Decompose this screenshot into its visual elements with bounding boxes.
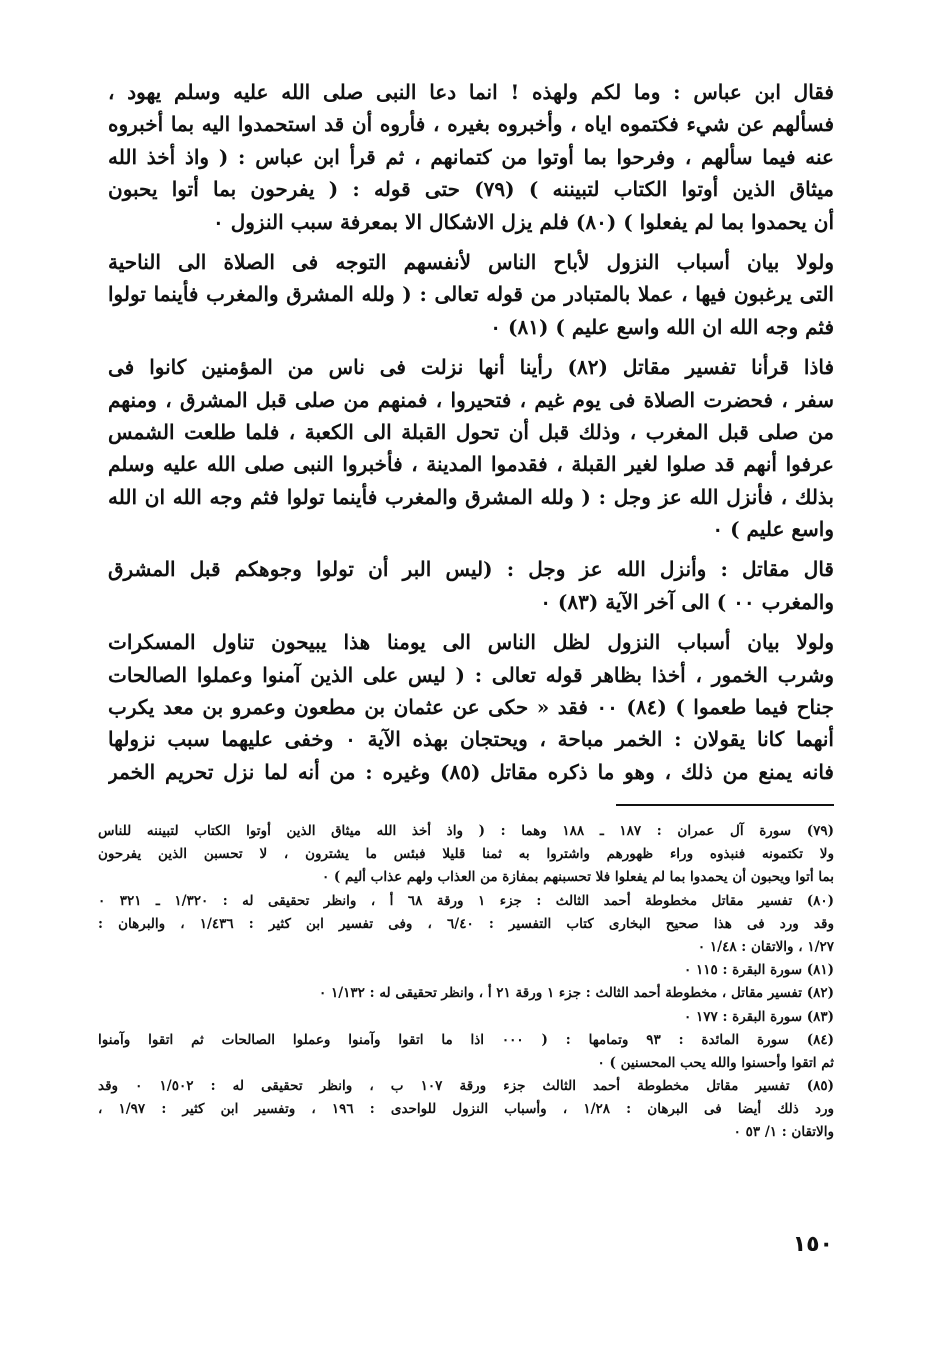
text-line: فثم وجه الله ان الله واسع عليم ) (٨١) ٠ — [490, 314, 834, 339]
footnote-79 — [98, 820, 834, 890]
text-line: ولولا بيان أسباب النزول لظل الناس الى يومنا هذا يبيحون تناول المسكرات — [108, 630, 834, 655]
footnote-line: (٨٠) تفسير مقاتل مخطوطة أحمد الثالث : جزء ١ ورقة ٦٨ أ ، وانظر تحقيقى له : ١/٣٢٠ ـ ٣٢١ ٠ — [98, 892, 834, 909]
footnote-83 — [98, 1006, 834, 1029]
footnote-82 — [98, 982, 834, 1005]
footnote-line: (٨٢) تفسير مقاتل ، مخطوطة أحمد الثالث : جزء ١ ورقة ٢١ أ ، وانظر تحقيقى له : ١/١٣٢ ٠ — [319, 985, 834, 1002]
text-line: فانه يمنع من ذلك ، وهو ما ذكره مقاتل (٨٥) وغيره : من أنه لما نزل تحريم الخمر — [108, 759, 834, 784]
footnote-80 — [98, 890, 834, 960]
text-line: ولولا بيان أسباب النزول لأباح الناس لأنفسهم التوجه فى الصلاة الى الناحية — [108, 249, 834, 274]
footnote-81 — [98, 959, 834, 982]
text-line: وشرب الخمور ، أخذا بظاهر قوله تعالى : ( ليس على الذين آمنوا وعملوا الصالحات — [108, 662, 834, 687]
paragraph-5 — [108, 626, 834, 788]
footnote-line: ثم اتقوا وأحسنوا والله يحب المحسنين ) ٠ — [597, 1054, 834, 1071]
footnote-line: ١/٢٧ ، والاتقان : ١/٤٨ ٠ — [697, 938, 834, 955]
paragraph-2 — [108, 246, 834, 343]
footnote-85 — [98, 1075, 834, 1145]
text-line: أن يحمدوا بما لم يفعلوا ) (٨٠) فلم يزل الاشكال الا بمعرفة سبب النزول ٠ — [213, 209, 834, 234]
footnote-line: بما أتوا ويحبون أن يحمدوا بما لم يفعلوا فلا تحسبنهم بمفازة من العذاب ولهم عذاب أليم ) ٠ — [321, 869, 834, 886]
footnote-line: (٨١) سورة البقرة : ١١٥ ٠ — [684, 962, 834, 979]
main-text — [108, 76, 834, 796]
paragraph-1 — [108, 76, 834, 238]
text-line: أنهما كانا يقولان : الخمر مباحة ، ويحتجان بهذه الآية ٠ وخفى عليهما سبب نزولها — [108, 727, 834, 752]
footnote-line: (٨٣) سورة البقرة : ١٧٧ ٠ — [684, 1008, 834, 1025]
page-number: ١٥٠ — [792, 1232, 833, 1257]
text-line: فاذا قرأنا تفسير مقاتل (٨٢) رأينا أنها نزلت فى ناس من المؤمنين كانوا فى — [108, 355, 834, 380]
text-line: سفر ، فحضرت الصلاة فى يوم غيم ، فتحيروا ، فمنهم من صلى قبل المشرق ، ومنهم — [108, 387, 834, 412]
text-line: بذلك ، فأنزل الله عز وجل : ( ولله المشرق والمغرب فأينما تولوا فثم وجه الله ان الله — [108, 484, 834, 509]
text-line: والمغرب ٠٠ ) الى آخر الآية (٨٣) ٠ — [540, 589, 834, 614]
footnote-line: وقد ورد فى هذا صحيح البخارى كتاب التفسير : ٦/٤٠ ، وفى تفسير ابن كثير : ١/٤٣٦ ، والبرهان : — [98, 915, 834, 932]
text-line: فقال ابن عباس : وما لكم ولهذه ! انما دعا النبى صلى الله عليه وسلم يهود ، — [108, 80, 834, 104]
footnote-line: ورد ذلك أيضا فى البرهان : ١/٢٨ ، وأسباب النزول للواحدى : ١٩٦ ، وتفسير ابن كثير : ١/٩٧ ، — [98, 1101, 834, 1118]
text-line: من صلى قبل المغرب ، وذلك قبل أن تحول القبلة الى الكعبة ، فلما طلعت الشمس — [108, 419, 834, 444]
footnote-line: والاتقان : ١/ ٥٣ ٠ — [733, 1124, 834, 1141]
footnotes — [98, 820, 834, 1145]
footnote-line: ولا تكتمونه فنبذوه وراء ظهورهم واشتروا به ثمنا قليلا فبئس ما يشترون ، لا تحسبن الذين يفرحون — [98, 846, 834, 863]
footnote-line: (٧٩) سورة آل عمران : ١٨٧ ـ ١٨٨ وهما : ( واذ أخذ الله ميثاق الذين أوتوا الكتاب لتبيننه للناس — [98, 823, 834, 839]
text-line: عرفوا أنهم قد صلوا لغير القبلة ، فقدموا المدينة ، فأخبروا النبى صلى الله عليه وسلم — [108, 452, 834, 477]
footnote-line: (٨٥) تفسير مقاتل مخطوطة أحمد الثالث جزء ورقة ١٠٧ ب ، وانظر تحقيقى له : ١/٥٠٢ ٠ وقد — [98, 1078, 834, 1095]
text-line: فسألهم عن شيء فكتموه اياه ، وأخبروه بغيره ، فأروه أن قد استحمدوا اليه بما أخبروه — [108, 112, 834, 137]
paragraph-3 — [108, 351, 834, 545]
paragraph-4 — [108, 553, 834, 618]
text-line: واسع عليم ) ٠ — [712, 517, 834, 542]
footnote-separator — [616, 804, 834, 806]
footnote-line: (٨٤) سورة المائدة : ٩٣ وتمامها : ( ٠٠٠ اذا ما اتقوا وآمنوا وعملوا الصالحات ثم اتقوا وآمنوا — [98, 1031, 834, 1048]
text-line: جناح فيما طعموا ) (٨٤) ٠٠ فقد « حكى عن عثمان بن مطعون وعمرو بن معد يكرب — [108, 695, 834, 720]
footnote-84 — [98, 1029, 834, 1075]
text-line: عنه فيما سألهم ، وفرحوا بما أوتوا من كتمانهم ، ثم قرأ ابن عباس : ( واذ أخذ الله — [108, 144, 834, 169]
text-line: التى يرغبون فيها ، عملا بالمتبادر من قوله تعالى : ( ولله المشرق والمغرب فأينما تولوا — [108, 282, 834, 307]
text-line: ميثاق الذين أوتوا الكتاب لتبيننه ) (٧٩) حتى قوله : ( يفرحون بما أتوا يحبون — [108, 177, 834, 202]
text-line: قال مقاتل : وأنزل الله عز وجل : (ليس البر أن تولوا وجوهكم قبل المشرق — [108, 557, 834, 582]
